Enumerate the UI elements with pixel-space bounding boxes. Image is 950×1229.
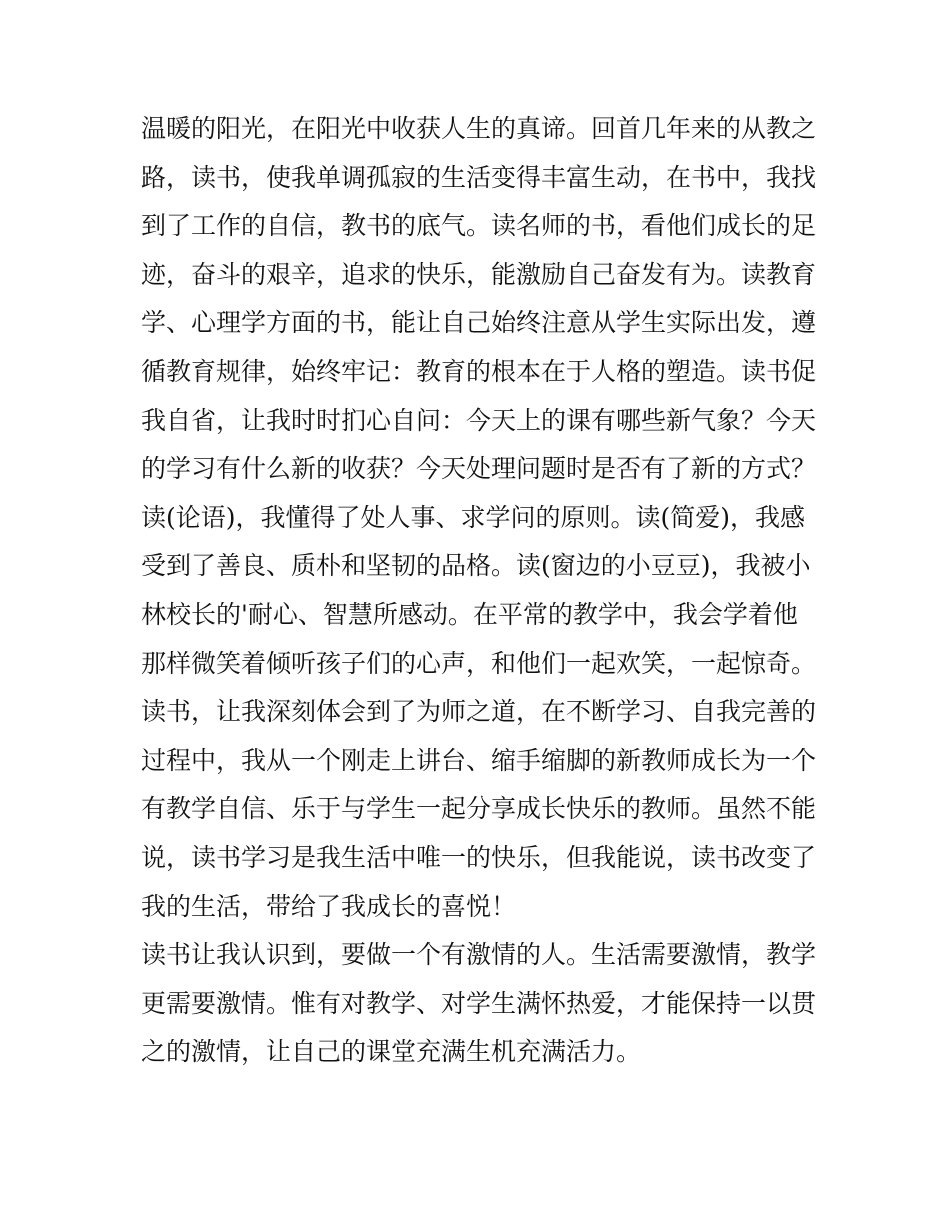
- text-line: 路，读书，使我单调孤寂的生活变得丰富生动，在书中，我找: [141, 162, 817, 192]
- body-text: [141, 105, 821, 1077]
- text-line: 我自省，让我时时扪心自问：今天上的课有哪些新气象？今天: [141, 405, 817, 435]
- text-line: 受到了善良、质朴和坚韧的品格。读(窗边的小豆豆)，我被小: [141, 551, 811, 581]
- text-line: 更需要激情。惟有对教学、对学生满怀热爱，才能保持一以贯: [141, 988, 817, 1018]
- text-line: 学、心理学方面的书，能让自己始终注意从学生实际出发，遵: [141, 308, 817, 338]
- text-line: 温暖的阳光，在阳光中收获人生的真谛。回首几年来的从教之: [141, 114, 817, 143]
- text-line: 有教学自信、乐于与学生一起分享成长快乐的教师。虽然不能: [141, 794, 817, 824]
- text-line: 我的生活，带给了我成长的喜悦！: [141, 891, 517, 921]
- text-line: 说，读书学习是我生活中唯一的快乐，但我能说，读书改变了: [141, 842, 817, 872]
- text-line: 的学习有什么新的收获？今天处理问题时是否有了新的方式？: [141, 454, 817, 484]
- text-line: 循教育规律，始终牢记：教育的根本在于人格的塑造。读书促: [141, 356, 817, 386]
- text-line: 迹，奋斗的艰辛，追求的快乐，能激励自己奋发有为。读教育: [141, 259, 817, 289]
- text-line: 读书，让我深刻体会到了为师之道，在不断学习、自我完善的: [141, 697, 817, 727]
- text-line: 之的激情，让自己的课堂充满生机充满活力。: [141, 1037, 642, 1067]
- text-line: 那样微笑着倾听孩子们的心声，和他们一起欢笑，一起惊奇。: [141, 648, 817, 678]
- text-line: 过程中，我从一个刚走上讲台、缩手缩脚的新教师成长为一个: [141, 745, 817, 775]
- text-line: 读(论语)，我懂得了处人事、求学问的原则。读(简爱)，我感: [141, 502, 806, 532]
- text-line: 读书让我认识到，要做一个有激情的人。生活需要激情，教学: [141, 940, 817, 970]
- text-line: 到了工作的自信，教书的底气。读名师的书，看他们成长的足: [141, 211, 817, 241]
- text-line: 林校长的'耐心、智慧所感动。在平常的教学中，我会学着他: [141, 599, 798, 629]
